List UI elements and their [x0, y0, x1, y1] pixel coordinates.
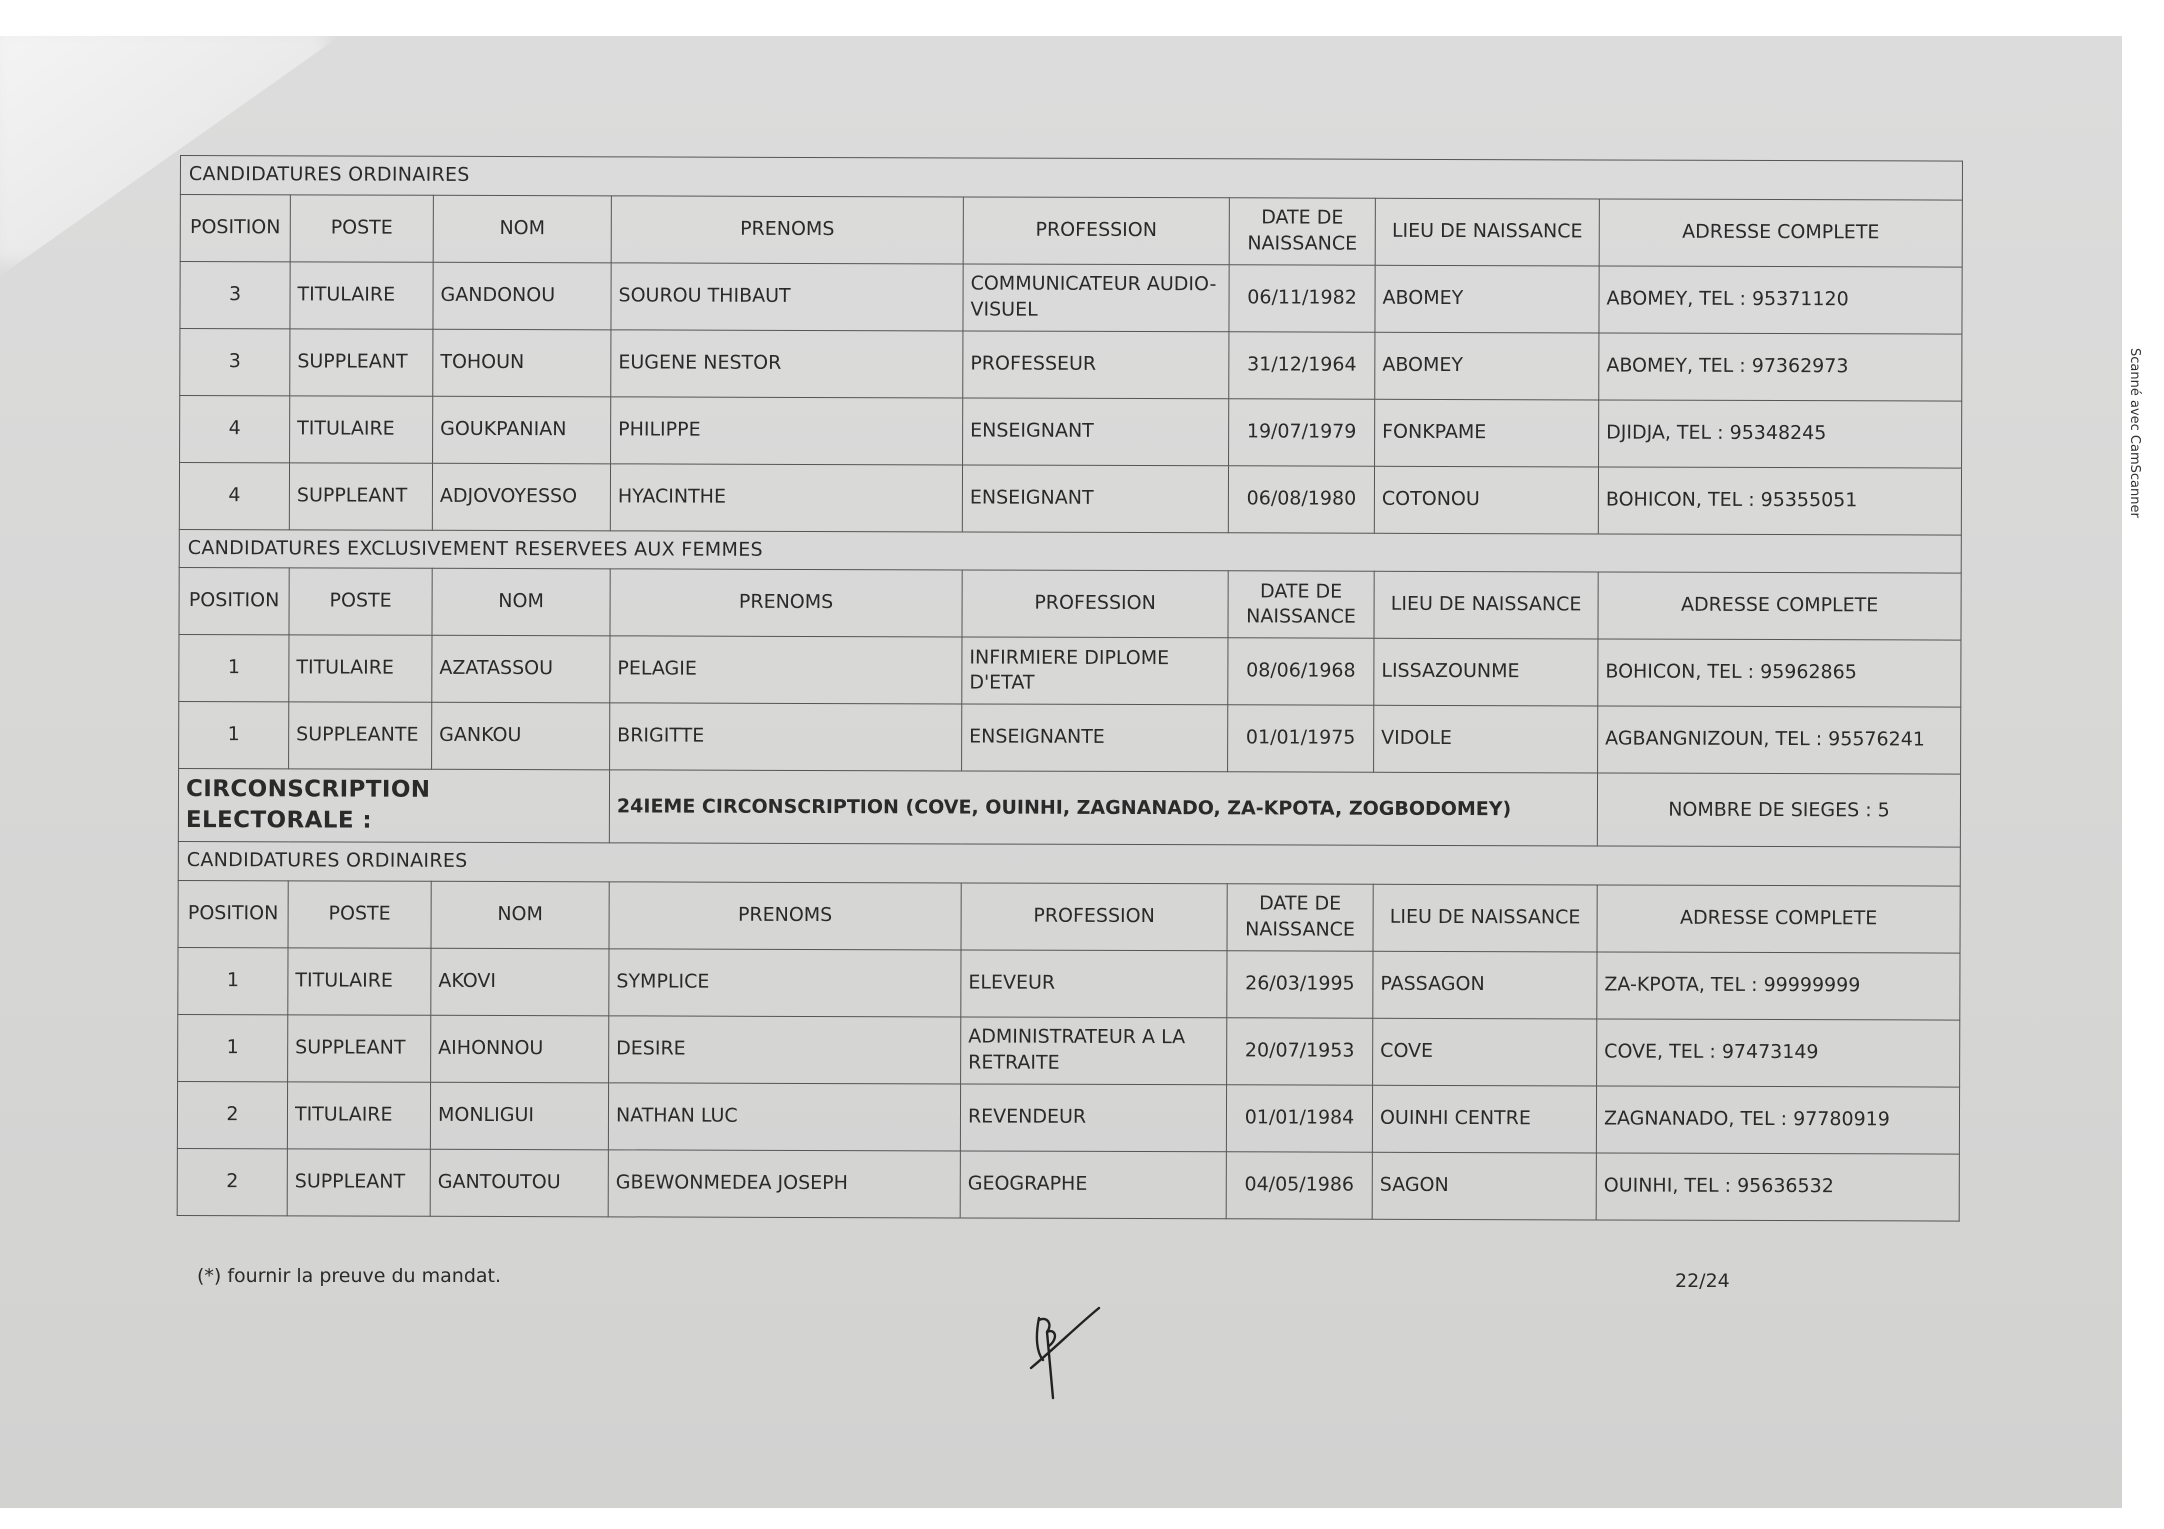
- adresse-cell: ABOMEY, TEL : 95371120: [1599, 266, 1962, 334]
- table-row: [179, 462, 1961, 535]
- section-title: CANDIDATURES EXCLUSIVEMENT RESERVEES AUX FEMMES: [179, 529, 1961, 573]
- circonscription-name: 24IEME CIRCONSCRIPTION (COVE, OUINHI, ZAGNANADO, ZA-KPOTA, ZOGBODOMEY): [609, 770, 1597, 846]
- poste-cell: TITULAIRE: [290, 395, 433, 462]
- adresse-cell: OUINHI, TEL : 95636532: [1596, 1153, 1959, 1221]
- prenoms-cell: EUGENE NESTOR: [611, 329, 963, 397]
- candidate-list-document: [177, 155, 1962, 1222]
- nom-cell: TOHOUN: [433, 329, 611, 397]
- column-header: PROFESSION: [961, 883, 1227, 951]
- column-header: LIEU DE NAISSANCE: [1373, 884, 1597, 952]
- lieu-cell: COTONOU: [1374, 466, 1598, 534]
- date-cell: 01/01/1984: [1226, 1085, 1372, 1152]
- footnote: (*) fournir la preuve du mandat.: [197, 1265, 502, 1287]
- seats-count: NOMBRE DE SIEGES : 5: [1597, 773, 1960, 847]
- section-title-row: [180, 156, 1962, 200]
- lieu-cell: LISSAZOUNME: [1374, 639, 1598, 707]
- circonscription-label: CIRCONSCRIPTION ELECTORALE :: [178, 769, 609, 843]
- nom-cell: GANKOU: [432, 703, 610, 771]
- column-header: POSTE: [288, 881, 431, 948]
- lieu-cell: ABOMEY: [1375, 332, 1599, 400]
- column-header: LIEU DE NAISSANCE: [1375, 198, 1599, 266]
- column-header-row: [179, 568, 1961, 641]
- column-header: NOM: [432, 569, 610, 637]
- date-cell: 26/03/1995: [1227, 951, 1373, 1018]
- prenoms-cell: BRIGITTE: [610, 703, 962, 771]
- poste-cell: TITULAIRE: [290, 261, 433, 328]
- profession-cell: ENSEIGNANT: [962, 465, 1228, 533]
- lieu-cell: ABOMEY: [1375, 265, 1599, 333]
- position-cell: 4: [179, 462, 289, 529]
- date-cell: 06/08/1980: [1228, 465, 1374, 532]
- column-header: PROFESSION: [962, 570, 1228, 638]
- poste-cell: TITULAIRE: [289, 635, 432, 702]
- section-title-row: [178, 842, 1960, 886]
- date-cell: 31/12/1964: [1229, 331, 1375, 398]
- candidates-table-body: [177, 156, 1962, 1222]
- nom-cell: MONLIGUI: [430, 1082, 608, 1150]
- nom-cell: ADJOVOYESSO: [432, 463, 610, 531]
- adresse-cell: COVE, TEL : 97473149: [1597, 1019, 1960, 1087]
- poste-cell: SUPPLEANT: [290, 328, 433, 395]
- date-cell: 06/11/1982: [1229, 264, 1375, 331]
- lieu-cell: COVE: [1373, 1018, 1597, 1086]
- table-row: [180, 261, 1962, 334]
- section-title: CANDIDATURES ORDINAIRES: [178, 842, 1960, 886]
- nom-cell: GOUKPANIAN: [433, 396, 611, 464]
- table-row: [179, 702, 1961, 775]
- column-header: PRENOMS: [611, 195, 963, 263]
- position-cell: 1: [179, 635, 289, 702]
- column-header: DATE DE NAISSANCE: [1228, 571, 1374, 638]
- date-cell: 20/07/1953: [1227, 1018, 1373, 1085]
- column-header: NOM: [433, 195, 611, 263]
- table-row: [177, 1082, 1959, 1155]
- date-cell: 04/05/1986: [1226, 1152, 1372, 1219]
- adresse-cell: ZAGNANADO, TEL : 97780919: [1596, 1086, 1959, 1154]
- poste-cell: SUPPLEANT: [288, 1015, 431, 1082]
- table-row: [177, 1149, 1959, 1222]
- nom-cell: AIHONNOU: [431, 1015, 609, 1083]
- column-header: POSTE: [289, 568, 432, 635]
- profession-cell: GEOGRAPHE: [960, 1151, 1226, 1219]
- nom-cell: AKOVI: [431, 948, 609, 1016]
- column-header: PRENOMS: [609, 882, 961, 950]
- adresse-cell: ABOMEY, TEL : 97362973: [1599, 333, 1962, 401]
- prenoms-cell: GBEWONMEDEA JOSEPH: [608, 1150, 960, 1218]
- column-header: DATE DE NAISSANCE: [1227, 884, 1373, 951]
- position-cell: 1: [179, 702, 289, 769]
- adresse-cell: BOHICON, TEL : 95355051: [1598, 467, 1961, 535]
- date-cell: 01/01/1975: [1228, 705, 1374, 772]
- prenoms-cell: NATHAN LUC: [608, 1083, 960, 1151]
- column-header: ADRESSE COMPLETE: [1598, 572, 1961, 640]
- poste-cell: TITULAIRE: [288, 948, 431, 1015]
- column-header: PROFESSION: [963, 197, 1229, 265]
- adresse-cell: BOHICON, TEL : 95962865: [1598, 639, 1961, 707]
- column-header: ADRESSE COMPLETE: [1599, 199, 1962, 267]
- candidates-table: [177, 155, 1963, 1222]
- table-row: [178, 948, 1960, 1021]
- position-cell: 3: [180, 261, 290, 328]
- profession-cell: ADMINISTRATEUR A LA RETRAITE: [961, 1017, 1227, 1085]
- adresse-cell: ZA-KPOTA, TEL : 99999999: [1597, 952, 1960, 1020]
- profession-cell: INFIRMIERE DIPLOME D'ETAT: [962, 637, 1228, 705]
- lieu-cell: OUINHI CENTRE: [1372, 1085, 1596, 1153]
- lieu-cell: SAGON: [1372, 1152, 1596, 1220]
- profession-cell: PROFESSEUR: [963, 331, 1229, 399]
- prenoms-cell: PHILIPPE: [611, 396, 963, 464]
- nom-cell: AZATASSOU: [432, 636, 610, 704]
- poste-cell: TITULAIRE: [287, 1082, 430, 1149]
- nom-cell: GANDONOU: [433, 262, 611, 330]
- date-cell: 08/06/1968: [1228, 638, 1374, 705]
- position-cell: 2: [177, 1082, 287, 1149]
- column-header: PRENOMS: [610, 569, 962, 637]
- nom-cell: GANTOUTOU: [430, 1149, 608, 1217]
- adresse-cell: AGBANGNIZOUN, TEL : 95576241: [1598, 706, 1961, 774]
- section-title-row: [179, 529, 1961, 573]
- table-row: [180, 328, 1962, 401]
- column-header: NOM: [431, 881, 609, 949]
- profession-cell: REVENDEUR: [960, 1084, 1226, 1152]
- table-row: [178, 1015, 1960, 1088]
- column-header: DATE DE NAISSANCE: [1229, 197, 1375, 264]
- poste-cell: SUPPLEANT: [287, 1149, 430, 1216]
- prenoms-cell: DESIRE: [609, 1016, 961, 1084]
- prenoms-cell: HYACINTHE: [610, 463, 962, 531]
- position-cell: 3: [180, 328, 290, 395]
- prenoms-cell: SOUROU THIBAUT: [611, 262, 963, 330]
- table-row: [179, 635, 1961, 708]
- profession-cell: ELEVEUR: [961, 950, 1227, 1018]
- circonscription-row: [178, 769, 1960, 848]
- position-cell: 1: [178, 948, 288, 1015]
- prenoms-cell: SYMPLICE: [609, 949, 961, 1017]
- position-cell: 1: [178, 1015, 288, 1082]
- position-cell: 2: [177, 1149, 287, 1216]
- column-header: POSITION: [178, 881, 288, 948]
- lieu-cell: VIDOLE: [1374, 706, 1598, 774]
- poste-cell: SUPPLEANTE: [289, 702, 432, 769]
- section-title: CANDIDATURES ORDINAIRES: [180, 156, 1962, 200]
- column-header: LIEU DE NAISSANCE: [1374, 572, 1598, 640]
- column-header-row: [180, 194, 1962, 267]
- signature-mark: [1025, 1298, 1105, 1408]
- position-cell: 4: [180, 395, 290, 462]
- lieu-cell: FONKPAME: [1375, 399, 1599, 467]
- camscanner-watermark: Scanné avec CamScanner: [2127, 348, 2142, 518]
- column-header: POSTE: [290, 194, 433, 261]
- profession-cell: ENSEIGNANT: [963, 398, 1229, 466]
- column-header: POSITION: [180, 194, 290, 261]
- profession-cell: COMMUNICATEUR AUDIO-VISUEL: [963, 264, 1229, 332]
- adresse-cell: DJIDJA, TEL : 95348245: [1599, 400, 1962, 468]
- prenoms-cell: PELAGIE: [610, 636, 962, 704]
- lieu-cell: PASSAGON: [1373, 951, 1597, 1019]
- column-header-row: [178, 881, 1960, 954]
- date-cell: 19/07/1979: [1229, 398, 1375, 465]
- profession-cell: ENSEIGNANTE: [962, 704, 1228, 772]
- column-header: POSITION: [179, 568, 289, 635]
- column-header: ADRESSE COMPLETE: [1597, 885, 1960, 953]
- page-number: 22/24: [1675, 1270, 1730, 1292]
- poste-cell: SUPPLEANT: [289, 462, 432, 529]
- table-row: [180, 395, 1962, 468]
